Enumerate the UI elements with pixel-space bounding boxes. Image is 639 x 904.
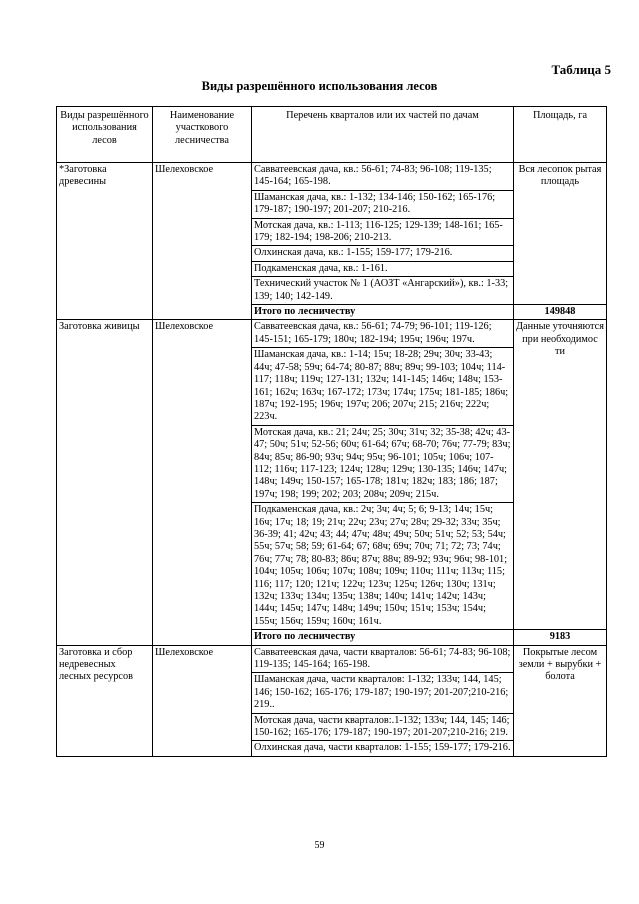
- quarters-cell: Шаманская дача, кв.: 1-14; 15ч; 18-28; 29ч; 30ч; 33-43; 44ч; 47-58; 59ч; 64-74; 80-87; 88ч; 89ч; 99-103; 104ч; 114-117; 118ч; 119ч; 127-131; 132ч; 141-145; 146ч; 148ч; 153-161; 162ч; 163ч; 167-172; 173ч; 174ч; 175ч; 181-185; 186ч; 187ч; 192-195; 196ч; 197ч; 206; 207ч; 215; 216ч; 222ч; 223ч.: [252, 348, 514, 425]
- quarters-cell: Подкаменская дача, кв.: 1-161.: [252, 261, 514, 276]
- forestry-cell: Шелеховское: [153, 163, 252, 320]
- quarters-cell: Шаманская дача, кв.: 1-132; 134-146; 150-162; 165-176; 179-187; 190-197; 201-207; 210-216.: [252, 190, 514, 218]
- quarters-cell: Савватеевская дача, кв.: 56-61; 74-79; 96-101; 119-126; 145-151; 165-179; 180ч; 182-194; 195ч; 196ч; 197ч.: [252, 320, 514, 348]
- quarters-cell: Подкаменская дача, кв.: 2ч; 3ч; 4ч; 5; 6; 9-13; 14ч; 15ч; 16ч; 17ч; 18; 19; 21ч; 22ч; 23ч; 27ч; 28ч; 29-32; 33ч; 35ч; 36-39; 41; 42ч; 43; 44; 47ч; 48ч; 49ч; 50ч; 51ч; 52; 53; 54ч; 55ч; 57ч; 58; 59; 61-64; 67; 68ч; 69ч; 70ч; 71; 72; 73; 74ч; 76ч; 77ч; 78; 80-83; 86ч; 87ч; 88ч; 89-92; 93ч; 96ч; 98-101; 104ч; 105ч; 106ч; 107ч; 108ч; 109ч; 110ч; 111ч; 113ч; 115; 116; 117; 120; 121ч; 122ч; 123ч; 125ч; 126ч; 130ч; 131ч; 132ч; 133ч; 134ч; 135ч; 138ч; 140ч; 141ч; 142ч; 143ч; 144ч; 145ч; 147ч; 148ч; 149ч; 150ч; 151ч; 153ч; 154ч; 155ч; 156ч; 159ч; 160ч; 161ч.: [252, 503, 514, 630]
- use-type-cell: Заготовка живицы: [57, 320, 153, 645]
- quarters-cell: Мотская дача, кв.: 21; 24ч; 25; 30ч; 31ч; 32; 35-38; 42ч; 43-47; 50ч; 51ч; 52-56; 60ч; 61-64; 67ч; 68-70; 76ч; 77-79; 83ч; 84ч; 85ч; 86-90; 93ч; 94ч; 95ч; 96-101; 105ч; 106ч; 107-112; 116ч; 117-123; 124ч; 128ч; 129ч; 130-135; 146ч; 147ч; 148ч; 149ч; 150-157; 165-178; 181ч; 182ч; 183; 186; 187; 197ч; 198; 199; 202; 203; 208ч; 209ч; 215ч.: [252, 425, 514, 502]
- use-type-cell: Заготовка и сбор недревесных лесных ресурсов: [57, 645, 153, 756]
- forestry-cell: Шелеховское: [153, 645, 252, 756]
- quarters-cell: Савватеевская дача, части кварталов: 56-61; 74-83; 96-108; 119-135; 145-164; 165-198.: [252, 645, 514, 673]
- quarters-cell: Шаманская дача, части кварталов: 1-132; 133ч; 144, 145; 146; 150-162; 165-176; 179-187; 190-197; 201-207;210-216; 219..: [252, 673, 514, 713]
- header-forestry: Наименование участкового лесничества: [153, 107, 252, 163]
- total-value: 9183: [514, 630, 607, 645]
- use-type-cell: *Заготовка древесины: [57, 163, 153, 320]
- page-number: 59: [314, 840, 325, 851]
- header-area: Площадь, га: [514, 107, 607, 163]
- table-row: [57, 645, 607, 673]
- table-number: Таблица 5: [551, 62, 611, 77]
- quarters-cell: Олхинская дача, части кварталов: 1-155; 159-177; 179-216.: [252, 741, 514, 756]
- table-row: [57, 163, 607, 191]
- total-value: 149848: [514, 305, 607, 320]
- table-title: Виды разрешённого использования лесов: [201, 79, 438, 93]
- quarters-cell: Мотская дача, части кварталов:.1-132; 133ч; 144, 145; 146; 150-162; 165-176; 179-187; 190-197; 201-207;210-216; 219.: [252, 713, 514, 741]
- header-use-type: Виды разрешённого использования лесов: [57, 107, 153, 163]
- quarters-cell: Савватеевская дача, кв.: 56-61; 74-83; 96-108; 119-135; 145-164; 165-198.: [252, 163, 514, 191]
- quarters-cell: Мотская дача, кв.: 1-113; 116-125; 129-139; 148-161; 165-179; 182-194; 198-206; 210-213.: [252, 218, 514, 246]
- forestry-cell: Шелеховское: [153, 320, 252, 645]
- forest-use-table: [56, 106, 607, 757]
- header-row: [57, 107, 607, 163]
- quarters-cell: Технический участок № 1 (АОЗТ «Ангарский»), кв.: 1-33; 139; 140; 142-149.: [252, 277, 514, 305]
- total-label: Итого по лесничеству: [252, 630, 514, 645]
- total-label: Итого по лесничеству: [252, 305, 514, 320]
- table-row: [57, 320, 607, 348]
- area-cell: Покрытые лесом земли + вырубки + болота: [514, 645, 607, 756]
- area-cell: Вся лесопок рытая площадь: [514, 163, 607, 305]
- quarters-cell: Олхинская дача, кв.: 1-155; 159-177; 179-216.: [252, 246, 514, 261]
- area-cell: Данные уточняются при необходимос ти: [514, 320, 607, 630]
- header-quarters: Перечень кварталов или их частей по дачам: [252, 107, 514, 163]
